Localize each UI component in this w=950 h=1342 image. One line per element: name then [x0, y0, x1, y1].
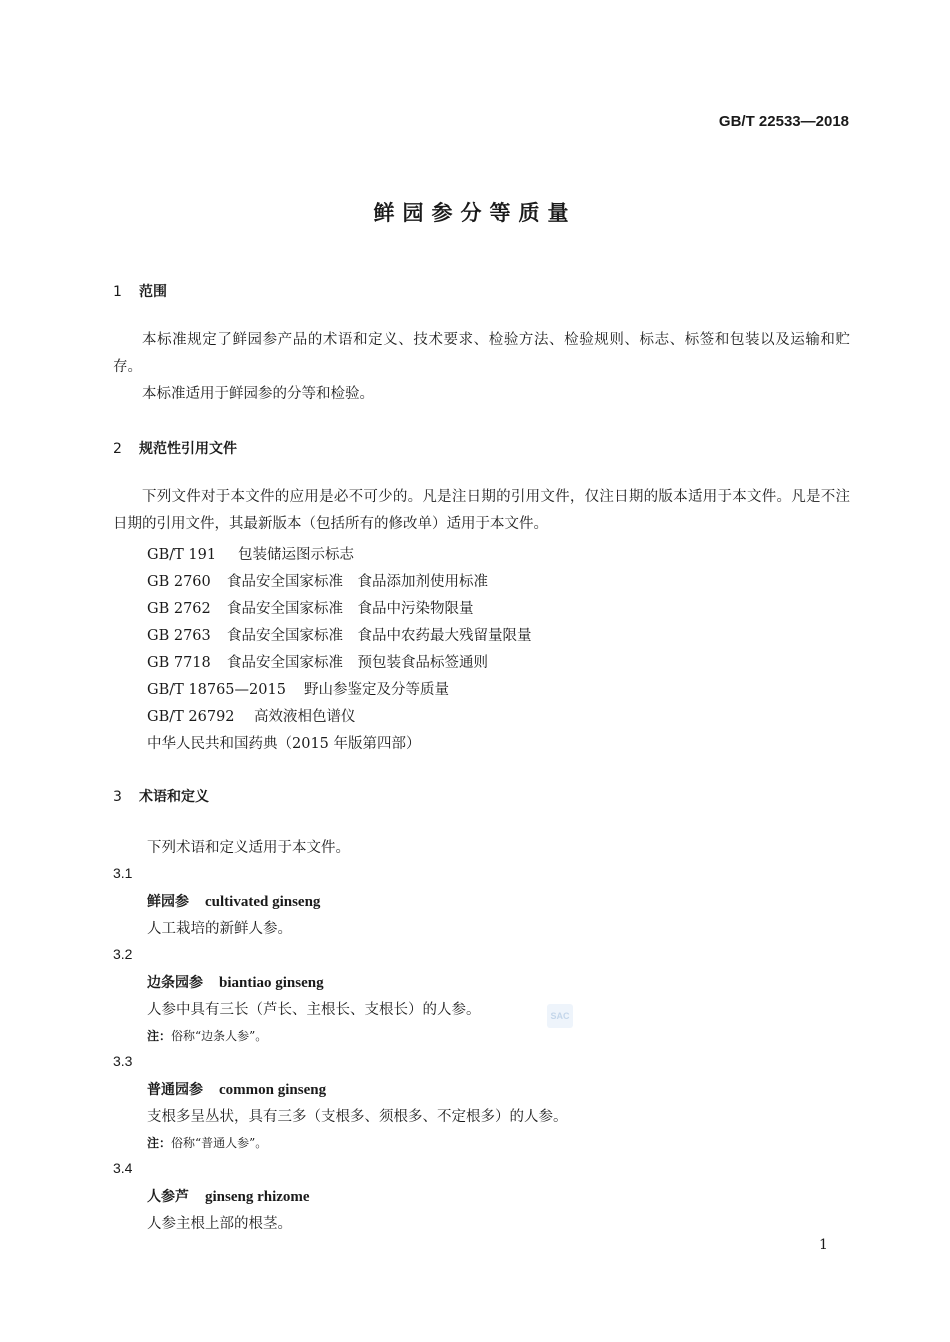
document-title: 鲜园参分等质量 [373, 201, 577, 225]
section-title: 范围 [139, 284, 167, 300]
term-definition: 人参中具有三长（芦长、主根长、支根长）的人参。 [147, 1002, 481, 1018]
reference-title: 食品安全国家标准 食品中农药最大残留量限量 [227, 628, 532, 644]
term-note [147, 1027, 267, 1044]
sac-watermark: SAC [547, 1004, 573, 1028]
term-heading [147, 1079, 326, 1099]
term-chinese: 普通园参 [147, 1082, 203, 1098]
reference-title: 高效液相色谱仪 [254, 709, 356, 725]
scope-paragraph: 本标准规定了鲜园参产品的术语和定义、技术要求、检验方法、检验规则、标志、标签和包装以及运输和贮存。 [113, 332, 850, 375]
section-2-heading [113, 438, 237, 458]
term-heading [147, 1186, 310, 1206]
term-english: biantiao ginseng [219, 975, 324, 991]
note-text: 俗称“普通人参”。 [171, 1136, 268, 1150]
term-definition: 人工栽培的新鲜人参。 [147, 921, 292, 937]
term-english: ginseng rhizome [205, 1189, 310, 1205]
reference-code: GB/T 191 [147, 547, 217, 563]
reference-code: GB 2762 [147, 601, 211, 617]
term-definition: 人参主根上部的根茎。 [147, 1216, 292, 1232]
term-definition: 支根多呈丛状，具有三多（支根多、须根多、不定根多）的人参。 [147, 1109, 568, 1125]
term-number: 3.2 [113, 946, 133, 962]
reference-item [147, 597, 474, 618]
reference-item [147, 651, 488, 672]
section-number: 3 [113, 789, 122, 805]
reference-item [147, 624, 532, 645]
reference-item [147, 570, 488, 591]
reference-item [147, 678, 449, 699]
term-heading [147, 972, 324, 992]
references-intro-paragraph: 下列文件对于本文件的应用是必不可少的。凡是注日期的引用文件，仅注日期的版本适用于本文件。凡是不注日期的引用文件，其最新版本（包括所有的修改单）适用于本文件。 [113, 489, 850, 532]
term-chinese: 鲜园参 [147, 894, 189, 910]
reference-code: GB 2763 [147, 628, 211, 644]
section-title: 术语和定义 [139, 789, 209, 805]
section-3-heading [113, 786, 209, 806]
note-text: 俗称“边条人参”。 [171, 1029, 268, 1043]
term-english: common ginseng [219, 1082, 327, 1098]
term-number: 3.1 [113, 865, 133, 881]
reference-title: 食品安全国家标准 食品中污染物限量 [227, 601, 474, 617]
reference-code: GB 7718 [147, 655, 211, 671]
standard-code: GB/T 22533—2018 [718, 113, 849, 130]
section-number: 1 [113, 284, 122, 300]
term-number: 3.3 [113, 1053, 133, 1069]
note-label: 注： [147, 1136, 172, 1150]
note-label: 注： [147, 1029, 172, 1043]
section-number: 2 [113, 441, 122, 457]
term-note [147, 1134, 267, 1151]
reference-title: 食品安全国家标准 预包装食品标签通则 [227, 655, 488, 671]
term-chinese: 边条园参 [147, 975, 203, 991]
reference-title: 包装储运图示标志 [238, 547, 354, 563]
reference-item-pharmacopoeia: 中华人民共和国药典（2015 年版第四部） [147, 736, 421, 752]
term-heading [147, 891, 320, 911]
page-number: 1 [819, 1237, 828, 1253]
reference-title: 食品安全国家标准 食品添加剂使用标准 [227, 574, 488, 590]
scope-applicability-paragraph: 本标准适用于鲜园参的分等和检验。 [142, 386, 374, 402]
term-english: cultivated ginseng [205, 894, 321, 910]
term-chinese: 人参芦 [147, 1189, 189, 1205]
reference-item [147, 543, 354, 564]
reference-code: GB/T 26792 [147, 709, 235, 725]
reference-title: 野山参鉴定及分等质量 [304, 682, 449, 698]
section-1-heading [113, 281, 167, 301]
section-title: 规范性引用文件 [139, 441, 237, 457]
term-number: 3.4 [113, 1160, 133, 1176]
terms-intro: 下列术语和定义适用于本文件。 [147, 840, 350, 856]
reference-code: GB/T 18765—2015 [147, 682, 286, 698]
reference-item [147, 705, 356, 726]
reference-code: GB 2760 [147, 574, 211, 590]
